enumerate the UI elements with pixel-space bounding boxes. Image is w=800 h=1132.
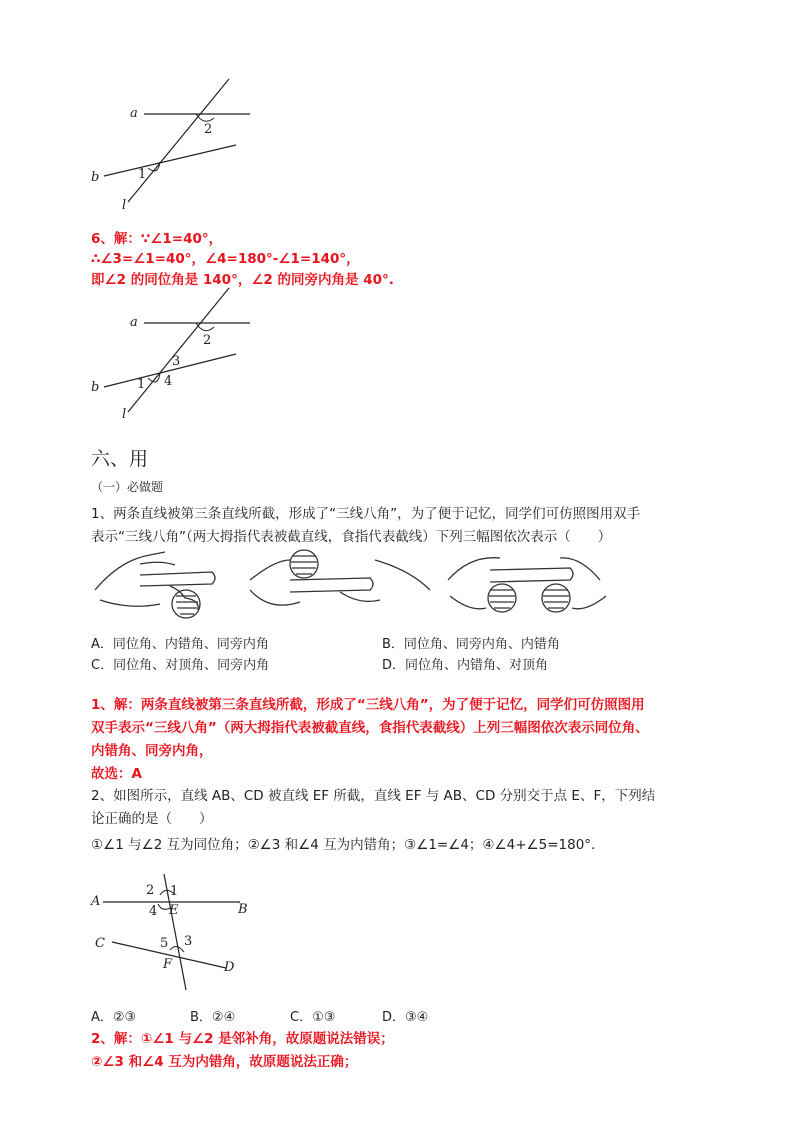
point-e-label: E	[169, 903, 179, 918]
question1-line2: 表示“三线八角”（两大拇指代表被截直线，食指代表截线）下列三幅图依次表示（ ）	[91, 529, 612, 545]
question2-line2: 论正确的是（ ）	[91, 811, 213, 827]
point-d-label: D	[224, 960, 235, 975]
angle-5-label: 5	[160, 936, 169, 951]
section-subtitle: （一）必做题	[91, 480, 164, 494]
point-b-label: B	[238, 902, 248, 917]
angle-2-label: 2	[203, 333, 212, 348]
label-l: l	[122, 407, 127, 422]
point-f-label: F	[163, 957, 173, 972]
q2-option-a: A．②③	[91, 1010, 137, 1025]
q2-option-d: D．③④	[382, 1010, 429, 1025]
point-a-label: A	[91, 894, 101, 909]
angle-3-label: 3	[184, 934, 193, 949]
q1-option-b: B．同位角、同旁内角、内错角	[382, 637, 560, 652]
solution2-line2: ②∠3 和∠4 互为内错角，故原题说法正确；	[91, 1054, 358, 1070]
solution1-line2: 双手表示“三线八角”（两大拇指代表被截直线，食指代表截线）上列三幅图依次表示同位角、	[91, 720, 649, 736]
solution2-line1: 2、解：①∠1 与∠2 是邻补角，故原题说法错误；	[91, 1031, 394, 1047]
solution1-line1: 1、解：两条直线被第三条直线所截，形成了“三线八角”，为了便于记忆，同学们可仿照图用	[91, 697, 645, 713]
question2-line3: ①∠1 与∠2 互为同位角；②∠3 和∠4 互为内错角；③∠1=∠4；④∠4+∠5=180°.	[91, 837, 596, 853]
q2-option-b: B．②④	[190, 1010, 236, 1025]
q2-option-c: C．①③	[290, 1010, 336, 1025]
q1-option-d: D．同位角、内错角、对顶角	[382, 658, 549, 673]
q1-option-a: A．同位角、内错角、同旁内角	[91, 637, 269, 652]
label-a: a	[130, 106, 138, 121]
solution6-line2: ∴∠3=∠1=40°，∠4=180°-∠1=140°，	[91, 251, 360, 267]
solution1-line4: 故选：A	[91, 766, 142, 782]
angle-4-label: 4	[149, 904, 158, 919]
question1-line1: 1、两条直线被第三条直线所截，形成了“三线八角”，为了便于记忆，同学们可仿照图用双手	[91, 506, 641, 522]
solution1-line3: 内错角、同旁内角，	[91, 743, 213, 759]
label-l: l	[122, 198, 127, 213]
angle-2-label: 2	[204, 122, 213, 137]
q1-option-c: C．同位角、对顶角、同旁内角	[91, 658, 270, 673]
section-title: 六、用	[91, 448, 149, 470]
angle-1-label: 1	[138, 167, 147, 182]
label-b: b	[91, 380, 100, 395]
label-a: a	[130, 315, 138, 330]
point-c-label: C	[95, 936, 105, 951]
solution6-line1: 6、解：∵∠1=40°，	[91, 231, 223, 247]
question2-line1: 2、如图所示，直线 AB、CD 被直线 EF 所截，直线 EF 与 AB、CD 分别交于点 E、F，下列结	[91, 788, 656, 804]
angle-4-label: 4	[164, 374, 173, 389]
angle-2-label: 2	[146, 883, 155, 898]
angle-1-label: 1	[137, 377, 146, 392]
angle-1-label: 1	[170, 884, 179, 899]
solution6-line3: 即∠2 的同位角是 140°，∠2 的同旁内角是 40°.	[91, 272, 394, 288]
label-b: b	[91, 170, 100, 185]
angle-3-label: 3	[172, 354, 181, 369]
